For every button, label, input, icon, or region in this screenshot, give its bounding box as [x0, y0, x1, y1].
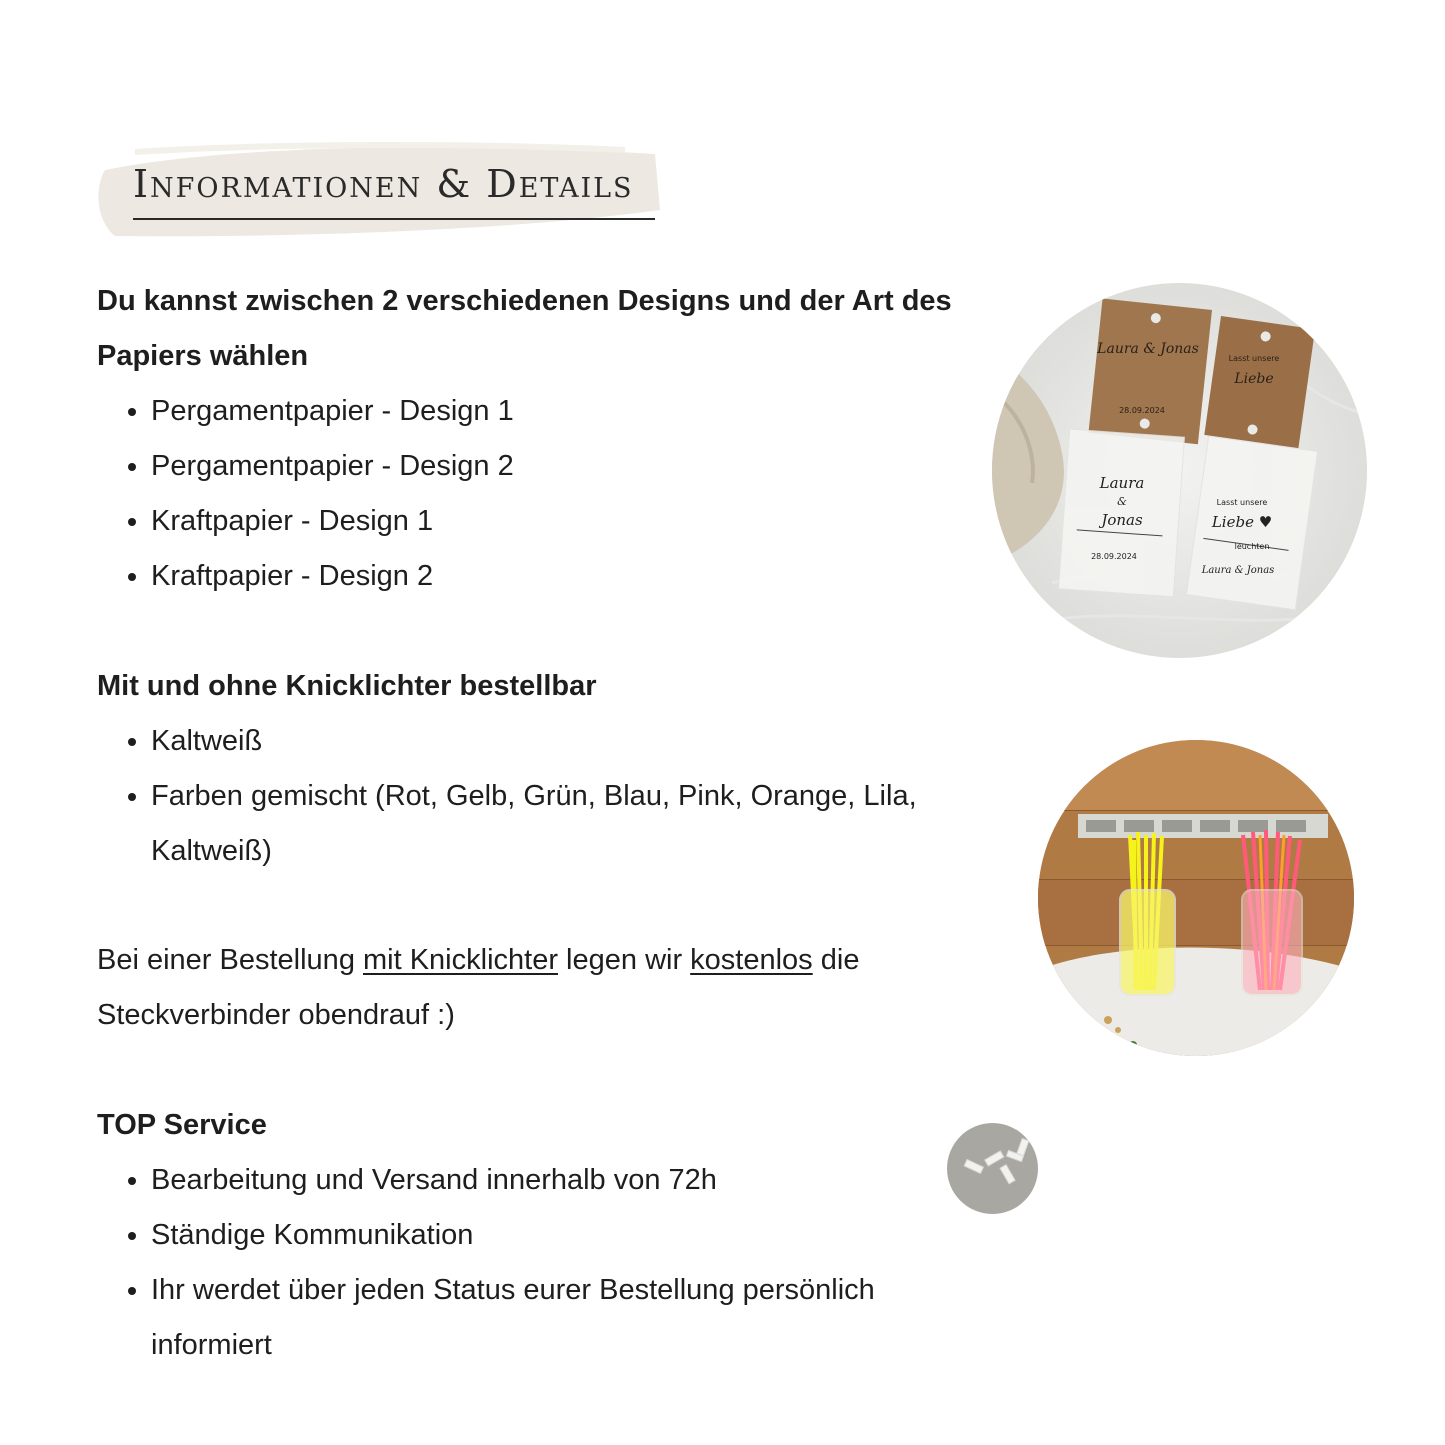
list-item: • Ihr werdet über jeden Status eurer Bestellung persönlich informiert: [151, 1263, 911, 1373]
tag-signature-text: Laura & Jonas: [1201, 565, 1275, 576]
list-item: • Farben gemischt (Rot, Gelb, Grün, Blau, Pink, Orange, Lila, Kaltweiß): [151, 769, 951, 879]
list-item: • Pergamentpapier - Design 1: [151, 384, 514, 439]
svg-text:28.09.2024: 28.09.2024: [1091, 552, 1137, 561]
svg-text:Jonas: Jonas: [1101, 511, 1143, 529]
connectors-photo: [947, 1123, 1038, 1214]
with-glowsticks-highlight: mit Knicklichter: [363, 944, 558, 976]
designs-intro: Du kannst zwischen 2 verschiedenen Designs und der Art des Papiers wählen: [97, 285, 952, 372]
free-highlight: kostenlos: [690, 944, 813, 976]
bonus-text: die Steckverbinder obendrauf :): [97, 944, 860, 1031]
bonus-text: legen wir: [558, 944, 691, 976]
bonus-text: Bei einer Bestellung: [97, 944, 363, 976]
lights-title: Mit und ohne Knicklichter bestellbar: [97, 670, 597, 702]
list-item: • Kraftpapier - Design 1: [151, 494, 514, 549]
tags-photo: [992, 283, 1367, 658]
tag-line1-text: Lasst unsere: [1228, 354, 1280, 363]
section-heading: [95, 140, 665, 240]
list-item: • Ständige Kommunikation: [151, 1208, 911, 1263]
title-underline: [133, 218, 655, 220]
tag-line2-text: Liebe: [1234, 371, 1274, 387]
list-item: • Kaltweiß: [151, 714, 951, 769]
tag-date-text: 28.09.2024: [1119, 406, 1165, 415]
svg-text:Liebe ♥: Liebe ♥: [1211, 513, 1273, 531]
tag-names-text: Laura & Jonas: [1097, 341, 1199, 357]
list-item: • Pergamentpapier - Design 2: [151, 439, 514, 494]
design-options-list: [97, 384, 514, 604]
lights-options-list: [97, 714, 951, 879]
tag-line3-text: leuchten: [1234, 542, 1270, 551]
service-title: TOP Service: [97, 1109, 267, 1141]
page-title: Informationen & Details: [133, 162, 634, 206]
list-item: • Kraftpapier - Design 2: [151, 549, 514, 604]
svg-text:Laura: Laura: [1099, 474, 1145, 492]
service-list: [97, 1153, 911, 1373]
svg-text:&: &: [1117, 495, 1127, 508]
glowsticks-photo: [1038, 740, 1354, 1056]
svg-text:Lasst unsere: Lasst unsere: [1216, 498, 1268, 507]
list-item: • Bearbeitung und Versand innerhalb von 72h: [151, 1153, 911, 1208]
bonus-paragraph: [97, 933, 1007, 1043]
